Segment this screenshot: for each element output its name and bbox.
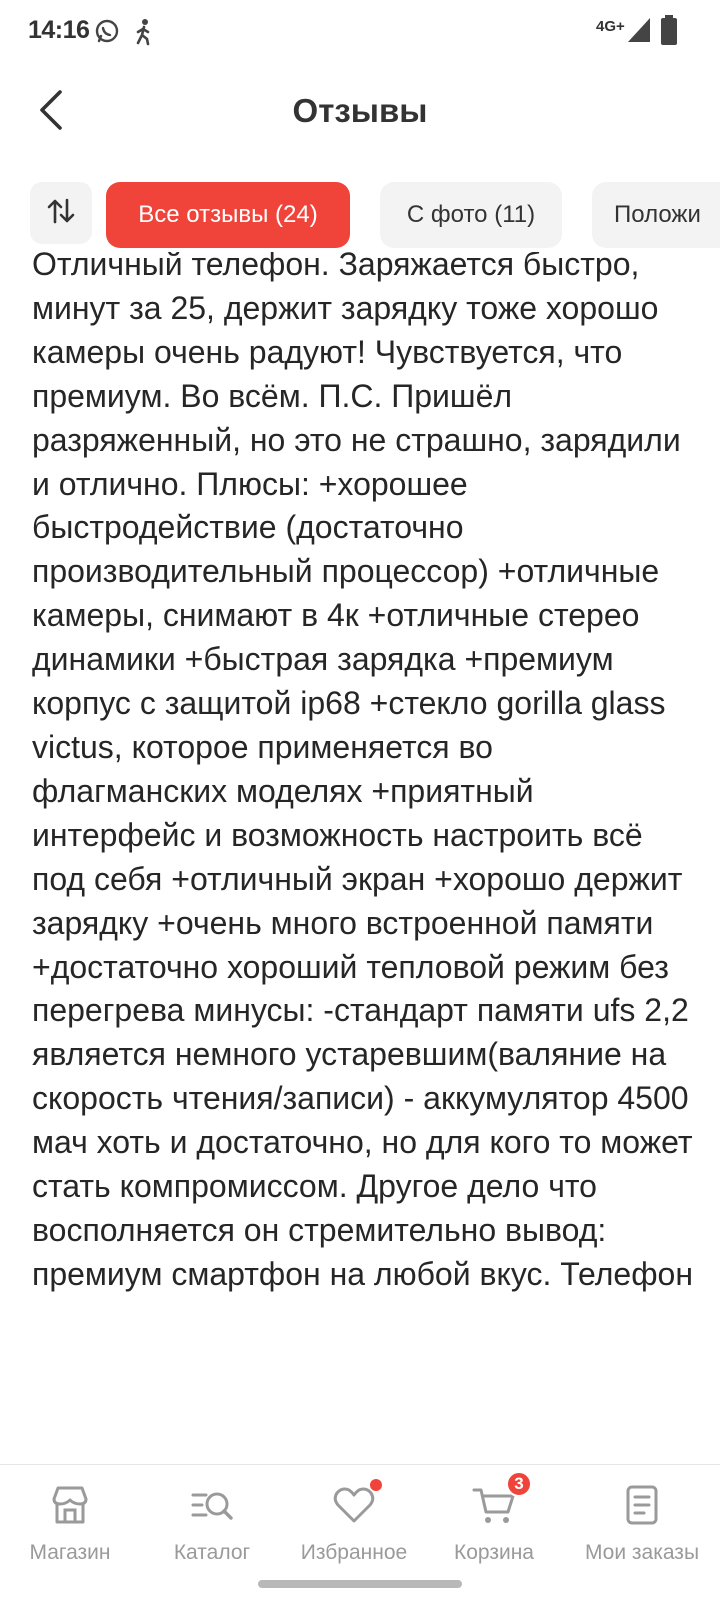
walking-icon xyxy=(132,18,156,51)
catalog-search-icon xyxy=(190,1483,234,1527)
status-time: 14:16 xyxy=(28,16,90,44)
nav-label: Избранное xyxy=(300,1541,408,1564)
review-filter-bar xyxy=(0,182,720,248)
nav-label: Каталог xyxy=(173,1541,251,1564)
page-title: Отзывы xyxy=(292,92,428,129)
whatsapp-icon xyxy=(94,18,120,49)
chip-with-photo[interactable]: С фото (11) xyxy=(380,182,562,248)
nav-cart[interactable] xyxy=(424,1474,564,1573)
nav-favorites[interactable] xyxy=(284,1483,424,1573)
review-text: Отличный телефон. Заряжается быстро, минут за 25, держит зарядку тоже хорошо камеры очень радуют! Чувствуется, что премиум. Во всём. П.С. Пришёл разряженный, но это не страшно, зарядили и отлично. Плюсы: +хорошее быстродействие (достаточно производительный процессор) +отличные камеры, снимают в 4к +отличные стерео динамики +быстрая зарядка +премиум корпус с защитой ip68 +стекло gorilla glass victus, которое применяется во флагманских моделях +приятный интерфейс и возможность настроить всё под себя +отличный экран +хорошо держит зарядку +очень много встроенной памяти +достаточно хороший тепловой режим без перегрева минусы: -стандарт памяти ufs 2,2 является немного устаревшим(валяние на скорость чтения/записи) - аккумулятор 4500 мач хоть и достаточно, но для кого то может стать компромиссом. Другое дело что восполняется он стремительно вывод: премиум смартфон на любой вкус. Телефон xyxy=(32,252,694,1292)
signal-icon xyxy=(626,16,652,49)
chip-positive[interactable]: Положи xyxy=(592,182,720,248)
sort-button[interactable] xyxy=(30,182,92,244)
nav-label: Мои заказы xyxy=(584,1541,700,1564)
chip-all-reviews[interactable]: Все отзывы (24) xyxy=(106,182,350,248)
sort-arrows-icon xyxy=(45,195,77,232)
notification-dot xyxy=(370,1479,382,1491)
cart-icon xyxy=(472,1474,524,1527)
cart-count-badge: 3 xyxy=(506,1471,532,1497)
nav-label: Корзина xyxy=(454,1541,534,1564)
review-scroll-area[interactable] xyxy=(0,252,720,1464)
store-icon xyxy=(48,1483,92,1527)
status-bar xyxy=(0,0,720,64)
heart-icon xyxy=(332,1483,376,1527)
home-indicator[interactable] xyxy=(258,1580,462,1588)
nav-catalog[interactable] xyxy=(142,1483,282,1573)
battery-icon xyxy=(660,14,678,51)
nav-label: Магазин xyxy=(29,1541,111,1564)
app-header xyxy=(0,64,720,168)
nav-store[interactable] xyxy=(0,1483,140,1573)
network-type: 4G+ xyxy=(596,18,625,35)
nav-my-orders[interactable] xyxy=(564,1483,720,1573)
orders-icon xyxy=(620,1483,664,1527)
